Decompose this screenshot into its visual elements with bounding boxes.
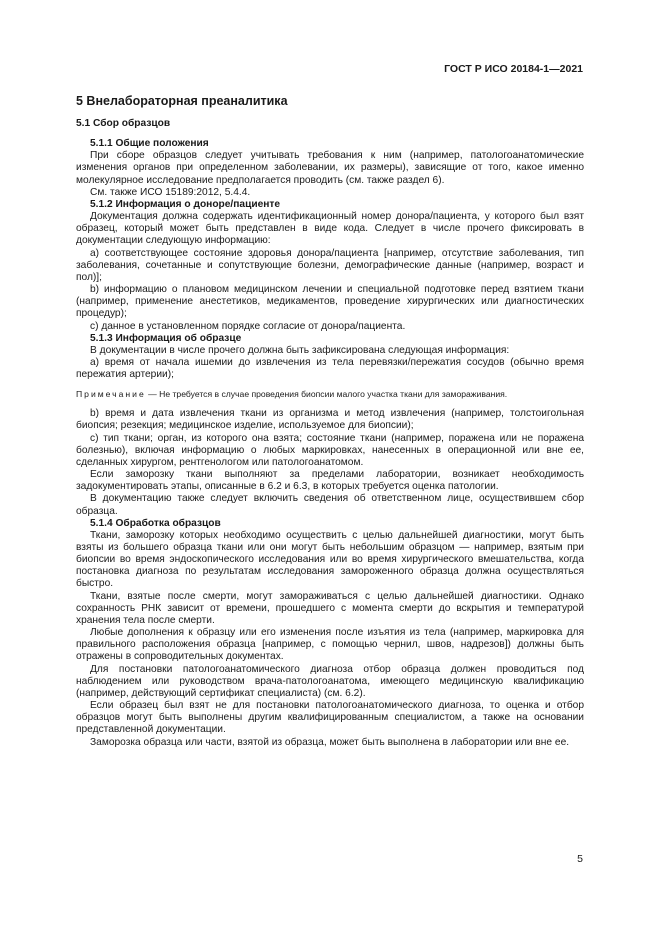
page-content: [76, 94, 584, 749]
heading-5-1-2: 5.1.2 Информация о доноре/пациенте: [90, 198, 281, 210]
list-item: а) время от начала ишемии до извлечения из тела перевязки/пережатия сосудов (обычно время пережатия артерии);: [76, 356, 584, 381]
note-text: — Не требуется в случае проведения биопсии малого участка ткани для замораживания.: [145, 389, 508, 400]
note: [76, 389, 584, 400]
list-item: с) тип ткани; орган, из которого она взята; состояние ткани (например, поражена или не поражена болезнью), включая информацию о любых маркировках, нанесенных в операционной или вне ее, сделанных хирургом, рентгенологом или патологоанатомом.: [76, 432, 584, 468]
paragraph: В документации в числе прочего должна быть зафиксирована следующая информация:: [90, 344, 510, 356]
section-title: 5 Внелабораторная преаналитика: [76, 94, 288, 108]
paragraph: См. также ИСО 15189:2012, 5.4.4.: [90, 186, 251, 198]
paragraph: Заморозка образца или части, взятой из образца, может быть выполнена в лаборатории или вне ее.: [90, 736, 570, 748]
paragraph: Документация должна содержать идентификационный номер донора/пациента, у которого был взят образец, который может быть представлен в виде кода. Следует в числе прочего фиксировать в документации следующую информацию:: [76, 211, 584, 247]
list-item: b) время и дата извлечения ткани из организма и метод извлечения (например, толстоигольная биопсия; резекция; медицинское изделие, используемое для биопсии);: [76, 408, 584, 432]
heading-5-1-3: 5.1.3 Информация об образце: [90, 332, 242, 344]
heading-5-1-1: 5.1.1 Общие положения: [90, 138, 209, 150]
standard-code: ГОСТ Р ИСО 20184-1—2021: [444, 63, 583, 75]
heading-5-1-4: 5.1.4 Обработка образцов: [90, 517, 221, 529]
paragraph: Любые дополнения к образцу или его изменения после изъятия из тела (например, маркировка для правильного расположения образца [например, с помощью чернил, швов, надрезов]) должны быть отражены в сопроводительных документах.: [76, 627, 584, 663]
paragraph: В документацию также следует включить сведения об ответственном лице, осуществившем сбор образца.: [76, 493, 584, 517]
note-label: Примечание: [76, 389, 146, 400]
list-item: b) информацию о плановом медицинском лечении и специальной подготовке перед взятием ткани (например, применение анестетиков, медикаментов, проведение хирургических или диагностических процедур);: [76, 284, 584, 320]
paragraph: Ткани, заморозку которых необходимо осуществить с целью дальнейшей диагностики, могут быть взяты из большего образца ткани или они могут быть небольшим образцом — например, взятым при биопсии во время эндоскопического исследования или во время хирургического вмешательства, когда постановка диагноза по результатам исследования замороженного образца должна осуществляться быстро.: [76, 529, 584, 590]
paragraph: При сборе образцов следует учитывать требования к ним (например, патологоанатомические изменения органов при определенном заболевании, их размеры), зависящие от того, какое именно молекулярное исследование предполагается проводить (см. также раздел 6).: [76, 150, 584, 186]
paragraph: Если образец был взят не для постановки патологоанатомического диагноза, то оценка и отбор образцов могут быть выполнены другим квалифицированным специалистом, а также на основании представленной документации.: [76, 700, 584, 736]
subsection-title: 5.1 Сбор образцов: [76, 118, 171, 129]
paragraph: Для постановки патологоанатомического диагноза отбор образца должен проводиться под наблюдением или руководством врача-патологоанатома, имеющего медицинскую квалификацию (например, действующий сертификат специалиста) (см. 6.2).: [76, 663, 584, 699]
list-item: c) данное в установленном порядке согласие от донора/пациента.: [90, 320, 406, 332]
paragraph: Если заморозку ткани выполняют за пределами лаборатории, возникает необходимость задокументировать этапы, описанные в 6.2 и 6.3, в которых требуется оценка патологии.: [76, 469, 584, 493]
page-number: 5: [577, 853, 583, 865]
paragraph: Ткани, взятые после смерти, могут замораживаться с целью дальнейшей диагностики. Однако сохранность РНК зависит от времени, прошедшего с момента смерти до вскрытия и температурой хранения тела после смерти.: [76, 590, 584, 626]
list-item: а) соответствующее состояние здоровья донора/пациента [например, отсутствие заболевания, тип заболевания, сочетанные и сопутствующие болезни, демографические данные (например, возраст и пол)];: [76, 247, 584, 283]
